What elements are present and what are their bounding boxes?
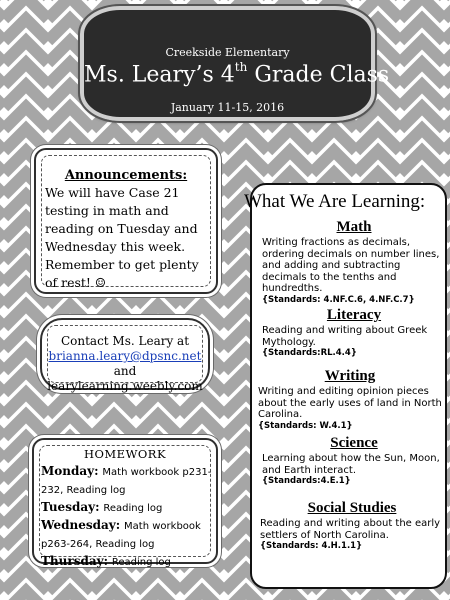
homework-task: Math workbook p231-232, Reading log (41, 467, 212, 496)
subject-title: Literacy (326, 307, 382, 323)
subject-writing (258, 368, 442, 431)
subject-math (262, 219, 446, 305)
subject-title: Writing (324, 368, 376, 384)
week-dates: January 11-15, 2016 (170, 101, 285, 114)
homework-box (32, 438, 218, 568)
subject-standards: {Standards: W.4.1} (258, 420, 353, 431)
subject-title: Social Studies (307, 500, 397, 516)
learning-heading: What We Are Learning: (244, 191, 426, 212)
title-main: Ms. Leary’s 4 (84, 62, 235, 88)
homework-item (41, 553, 213, 571)
subject-standards: {Standards: 4.H.1.1} (260, 541, 363, 551)
announcements-title: Announcements: (64, 168, 188, 183)
contact-email-link[interactable]: brianna.leary@dpsnc.net (48, 349, 202, 363)
subject-literacy (262, 307, 446, 358)
homework-list (41, 463, 213, 571)
contact-text (42, 334, 208, 394)
school-name: Creekside Elementary (165, 46, 290, 59)
homework-item (41, 463, 213, 499)
page-title (84, 60, 390, 88)
subject-title: Science (330, 435, 378, 451)
homework-task: Reading log (111, 557, 171, 568)
homework-item (41, 499, 213, 517)
homework-task: Math workbook p263-264, Reading log (41, 521, 201, 550)
homework-day: Monday: (41, 464, 99, 478)
subject-standards: {Standards:4.E.1} (262, 476, 351, 486)
homework-day: Tuesday: (41, 500, 100, 514)
subject-description: Writing and editing opinion pieces about the early uses of land in North Carolina. (258, 386, 442, 420)
subject-title: Math (336, 219, 372, 235)
homework-title: HOMEWORK (83, 447, 167, 461)
title-end: Grade Class (247, 62, 390, 88)
subject-description: Writing fractions as decimals, ordering decimals on number lines, and adding and subtracting decimals to the tenths and hundredths. (262, 237, 440, 294)
subject-standards: {Standards:RL.4.4} (262, 348, 357, 358)
subject-standards: {Standards: 4.NF.C.6, 4.NF.C.7} (262, 294, 415, 305)
header-chalkboard (80, 6, 390, 121)
subject-description: Reading and writing about Greek Mythology. (262, 325, 428, 348)
contact-line3: and learylearning.weebly.com (47, 364, 203, 393)
homework-item (41, 517, 213, 553)
contact-box (40, 318, 210, 393)
contact-line1: Contact Ms. Leary at (60, 334, 190, 348)
homework-day: Thursday: (41, 554, 109, 568)
announcements-body: We will have Case 21 testing in math and reading on Tuesday and Wednesday this week. Remember to get plenty of rest! ☺ (45, 185, 199, 290)
subject-description: Learning about how the Sun, Moon, and Earth interact. (262, 453, 440, 476)
subject-science (262, 435, 446, 486)
title-superscript: th (234, 60, 248, 74)
homework-day: Wednesday: (41, 518, 121, 532)
subject-social-studies (260, 500, 444, 551)
announcements-box (34, 148, 218, 294)
learning-panel (244, 183, 447, 589)
homework-task: Reading log (103, 503, 163, 514)
subject-description: Reading and writing about the early settlers of North Carolina. (260, 518, 441, 541)
